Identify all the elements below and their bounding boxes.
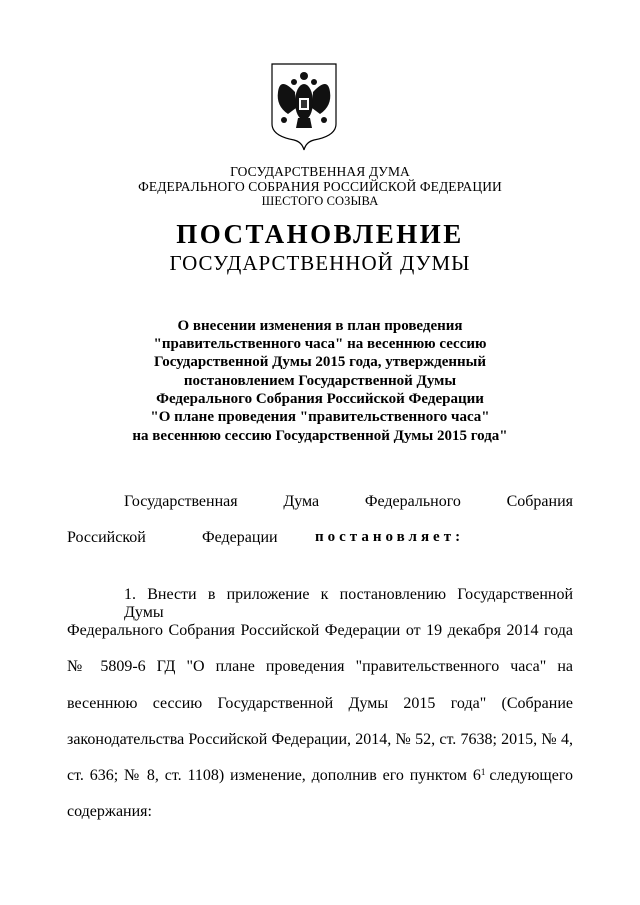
title-line: Государственной Думы 2015 года, утвержденный xyxy=(153,354,486,370)
body-line xyxy=(67,767,573,785)
title-line: на весеннюю сессию Государственной Думы 2015 года" xyxy=(132,428,508,444)
org-name-line1: ГОСУДАРСТВЕННАЯ ДУМА xyxy=(230,164,410,179)
title-line: "правительственного часа" на весеннюю сессию xyxy=(153,336,487,352)
superscript: 1 xyxy=(480,767,486,777)
body-line-text: следующего xyxy=(485,767,573,784)
title-line: Федерального Собрания Российской Федерации xyxy=(156,391,484,407)
body-line: весеннюю сессию Государственной Думы 2015 года" (Собрание xyxy=(67,695,573,712)
title-line: О внесении изменения в план проведения xyxy=(177,318,463,334)
title-line: "О плане проведения "правительственного часа" xyxy=(150,409,490,425)
title-line: постановлением Государственной Думы xyxy=(183,373,457,389)
resolves-word: постановляет: xyxy=(315,529,465,545)
body-line: Федерального Собрания Российской Федерации от 19 декабря 2014 года xyxy=(67,622,573,639)
org-name-line2: ФЕДЕРАЛЬНОГО СОБРАНИЯ РОССИЙСКОЙ ФЕДЕРАЦИИ xyxy=(138,179,502,194)
preamble-word: Российской xyxy=(67,529,146,546)
preamble-line1: Государственная Дума Федерального Собрания xyxy=(124,493,573,510)
body-line: законодательства Российской Федерации, 2014, № 52, ст. 7638; 2015, № 4, xyxy=(67,731,573,748)
body-line: № 5809-6 ГД "О плане проведения "правительственного часа" на xyxy=(67,658,573,675)
document-issuer: ГОСУДАРСТВЕННОЙ ДУМЫ xyxy=(169,251,471,275)
document-type: ПОСТАНОВЛЕНИЕ xyxy=(176,219,464,249)
body-line-text: ст. 636; № 8, ст. 1108) изменение, дополнив его пунктом 6 xyxy=(67,767,481,784)
preamble-word: Федерации xyxy=(202,529,278,546)
convocation: ШЕСТОГО СОЗЫВА xyxy=(261,194,379,208)
body-line: содержания: xyxy=(67,803,152,820)
body-line: 1. Внести в приложение к постановлению Государственной Думы xyxy=(124,586,573,621)
coat-of-arms-emblem xyxy=(270,62,338,152)
